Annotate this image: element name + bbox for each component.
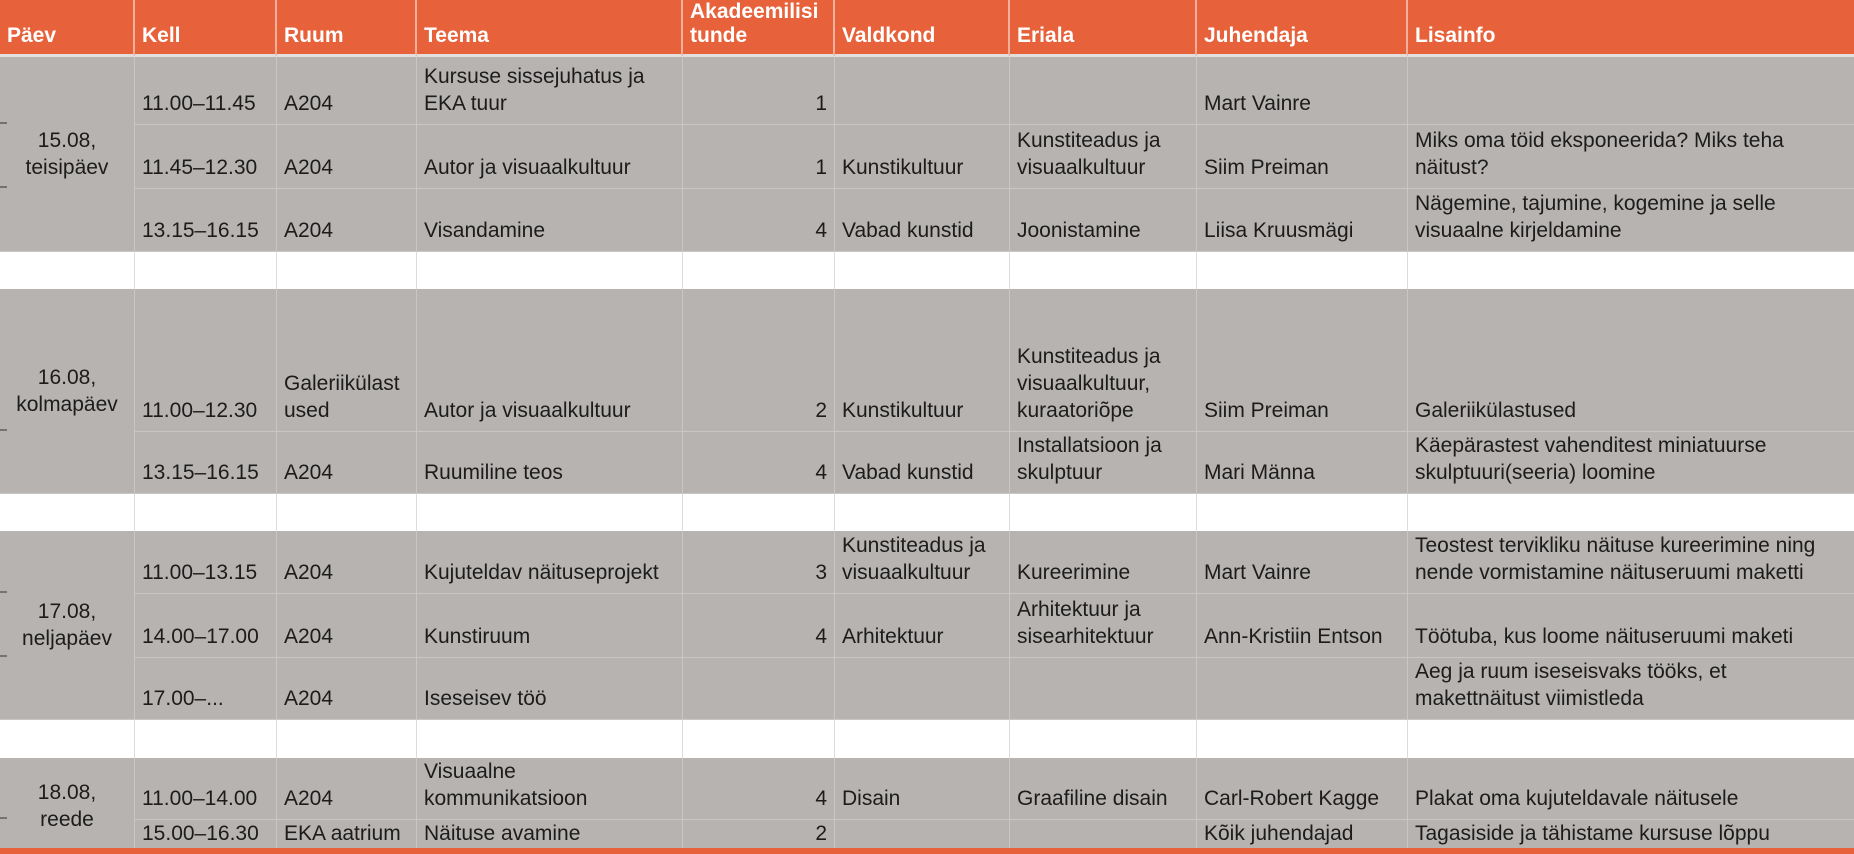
cell-lisainfo[interactable]: Aeg ja ruum iseseisvaks tööks, et makettnäitust viimistleda xyxy=(1408,658,1854,720)
cell-kell[interactable]: 17.00–... xyxy=(135,658,277,720)
day-weekday: kolmapäev xyxy=(16,393,118,416)
cell-kell[interactable]: 11.00–14.00 xyxy=(135,758,277,820)
cell-ruum[interactable]: A204 xyxy=(277,432,417,494)
cell-tunde[interactable]: 1 xyxy=(683,125,835,189)
spacer-cell[interactable] xyxy=(683,252,835,289)
header-cell-paev[interactable]: Päev xyxy=(0,0,135,57)
cell-teema[interactable]: Kursuse sissejuhatus ja EKA tuur xyxy=(417,57,683,125)
spacer-cell[interactable] xyxy=(835,252,1010,289)
spacer-cell[interactable] xyxy=(417,252,683,289)
spacer-cell[interactable] xyxy=(1010,494,1197,531)
cell-tunde[interactable]: 2 xyxy=(683,289,835,432)
schedule-row xyxy=(0,531,1854,594)
spacer-row xyxy=(0,720,1854,758)
cell-ruum[interactable]: A204 xyxy=(277,594,417,658)
cell-lisainfo[interactable] xyxy=(1408,57,1854,125)
spacer-cell[interactable] xyxy=(1010,252,1197,289)
cell-kell[interactable]: 11.45–12.30 xyxy=(135,125,277,189)
header-cell-tunde[interactable]: Akadeemilisi tunde xyxy=(683,0,835,57)
cell-juhendaja[interactable]: Carl-Robert Kagge xyxy=(1197,758,1408,820)
cell-ruum[interactable]: A204 xyxy=(277,531,417,594)
schedule-row xyxy=(0,594,1854,658)
cell-valdkond[interactable]: Vabad kunstid xyxy=(835,432,1010,494)
day-weekday: teisipäev xyxy=(25,156,109,179)
day-date: 16.08, xyxy=(37,366,97,389)
cell-ruum[interactable]: A204 xyxy=(277,125,417,189)
cell-valdkond[interactable] xyxy=(835,658,1010,720)
cell-eriala[interactable]: Kunstiteadus ja visuaalkultuur xyxy=(1010,125,1197,189)
cell-tunde[interactable]: 1 xyxy=(683,57,835,125)
spacer-row xyxy=(0,252,1854,289)
cell-lisainfo[interactable]: Nägemine, tajumine, kogemine ja selle visuaalne kirjeldamine xyxy=(1408,189,1854,252)
spacer-cell[interactable] xyxy=(835,494,1010,531)
spacer-cell[interactable] xyxy=(1010,720,1197,758)
cell-valdkond[interactable]: Kunstikultuur xyxy=(835,125,1010,189)
cell-juhendaja[interactable] xyxy=(1197,658,1408,720)
schedule-row xyxy=(0,289,1854,432)
schedule-row xyxy=(0,758,1854,820)
cell-juhendaja[interactable]: Mart Vainre xyxy=(1197,57,1408,125)
cell-teema[interactable]: Visandamine xyxy=(417,189,683,252)
merged-cell-gridline-stub xyxy=(0,122,7,124)
spacer-cell[interactable] xyxy=(683,720,835,758)
spacer-cell[interactable] xyxy=(135,252,277,289)
schedule-row xyxy=(0,658,1854,720)
spacer-cell[interactable] xyxy=(417,720,683,758)
cell-juhendaja[interactable]: Siim Preiman xyxy=(1197,289,1408,432)
cell-eriala[interactable]: Kunstiteadus ja visuaalkultuur, kuraatoriõpe xyxy=(1010,289,1197,432)
cell-valdkond[interactable]: Kunstiteadus ja visuaalkultuur xyxy=(835,531,1010,594)
schedule-body xyxy=(0,57,1854,854)
cell-teema[interactable]: Autor ja visuaalkultuur xyxy=(417,125,683,189)
day-date: 17.08, xyxy=(37,600,97,623)
cell-eriala[interactable]: Kureerimine xyxy=(1010,531,1197,594)
cell-lisainfo[interactable]: Töötuba, kus loome näituseruumi maketi xyxy=(1408,594,1854,658)
day-cell[interactable] xyxy=(0,758,135,854)
cell-valdkond[interactable] xyxy=(835,57,1010,125)
cell-juhendaja[interactable]: Liisa Kruusmägi xyxy=(1197,189,1408,252)
cell-teema[interactable]: Kujuteldav näituseprojekt xyxy=(417,531,683,594)
cell-valdkond[interactable]: Arhitektuur xyxy=(835,594,1010,658)
cell-lisainfo[interactable]: Miks oma töid eksponeerida? Miks teha näitust? xyxy=(1408,125,1854,189)
spacer-cell[interactable] xyxy=(135,720,277,758)
merged-cell-gridline-stub xyxy=(0,655,7,657)
day-weekday: reede xyxy=(40,808,94,831)
cell-juhendaja[interactable]: Kõik juhendajad xyxy=(1197,820,1408,854)
schedule-row xyxy=(0,432,1854,494)
spacer-cell[interactable] xyxy=(277,494,417,531)
merged-cell-gridline-stub xyxy=(0,429,7,431)
cell-lisainfo[interactable]: Plakat oma kujuteldavale näitusele xyxy=(1408,758,1854,820)
spacer-cell[interactable] xyxy=(0,494,135,531)
cell-kell[interactable]: 13.15–16.15 xyxy=(135,432,277,494)
next-section-header-strip xyxy=(0,848,1854,854)
header-cell-ruum[interactable]: Ruum xyxy=(277,0,417,57)
cell-teema[interactable]: Visuaalne kommunikatsioon xyxy=(417,758,683,820)
cell-kell[interactable]: 11.00–11.45 xyxy=(135,57,277,125)
spacer-cell[interactable] xyxy=(1197,252,1408,289)
schedule-row xyxy=(0,57,1854,125)
spacer-cell[interactable] xyxy=(1408,494,1854,531)
header-cell-teema[interactable]: Teema xyxy=(417,0,683,57)
header-cell-lisainfo[interactable]: Lisainfo xyxy=(1408,0,1854,57)
spacer-cell[interactable] xyxy=(277,252,417,289)
cell-tunde[interactable]: 3 xyxy=(683,531,835,594)
cell-lisainfo[interactable]: Käepärastest vahenditest miniatuurse skulptuuri(seeria) loomine xyxy=(1408,432,1854,494)
cell-tunde[interactable]: 2 xyxy=(683,820,835,854)
cell-kell[interactable]: 13.15–16.15 xyxy=(135,189,277,252)
spacer-cell[interactable] xyxy=(0,252,135,289)
cell-kell[interactable]: 14.00–17.00 xyxy=(135,594,277,658)
cell-tunde[interactable]: 4 xyxy=(683,432,835,494)
cell-tunde[interactable]: 4 xyxy=(683,594,835,658)
cell-teema[interactable]: Kunstiruum xyxy=(417,594,683,658)
cell-eriala[interactable] xyxy=(1010,57,1197,125)
schedule-row xyxy=(0,189,1854,252)
cell-juhendaja[interactable]: Mart Vainre xyxy=(1197,531,1408,594)
cell-kell[interactable]: 15.00–16.30 xyxy=(135,820,277,854)
spacer-cell[interactable] xyxy=(417,494,683,531)
spacer-cell[interactable] xyxy=(135,494,277,531)
cell-eriala[interactable]: Installatsioon ja skulptuur xyxy=(1010,432,1197,494)
cell-ruum[interactable]: A204 xyxy=(277,189,417,252)
cell-eriala[interactable]: Joonistamine xyxy=(1010,189,1197,252)
day-weekday: neljapäev xyxy=(22,627,112,650)
day-cell[interactable] xyxy=(0,57,135,252)
cell-teema[interactable]: Autor ja visuaalkultuur xyxy=(417,289,683,432)
day-cell[interactable] xyxy=(0,289,135,494)
cell-lisainfo[interactable]: Galeriikülastused xyxy=(1408,289,1854,432)
header-cell-kell[interactable]: Kell xyxy=(135,0,277,57)
header-cell-juhendaja[interactable]: Juhendaja xyxy=(1197,0,1408,57)
cell-juhendaja[interactable]: Ann-Kristiin Entson xyxy=(1197,594,1408,658)
cell-kell[interactable]: 11.00–12.30 xyxy=(135,289,277,432)
cell-tunde[interactable]: 4 xyxy=(683,758,835,820)
cell-lisainfo[interactable]: Tagasiside ja tähistame kursuse lõppu xyxy=(1408,820,1854,854)
cell-eriala[interactable]: Arhitektuur ja sisearhitektuur xyxy=(1010,594,1197,658)
merged-cell-gridline-stub xyxy=(0,591,7,593)
day-date: 15.08, xyxy=(37,129,97,152)
day-cell[interactable] xyxy=(0,531,135,720)
cell-eriala[interactable]: Graafiline disain xyxy=(1010,758,1197,820)
cell-tunde[interactable] xyxy=(683,658,835,720)
spacer-cell[interactable] xyxy=(277,720,417,758)
spacer-cell[interactable] xyxy=(835,720,1010,758)
merged-cell-gridline-stub xyxy=(0,817,7,819)
cell-ruum[interactable]: A204 xyxy=(277,758,417,820)
spacer-cell[interactable] xyxy=(1408,720,1854,758)
cell-lisainfo[interactable]: Teostest tervikliku näituse kureerimine ning nende vormistamine näituseruumi maketti xyxy=(1408,531,1854,594)
spacer-cell[interactable] xyxy=(1408,252,1854,289)
cell-ruum[interactable]: A204 xyxy=(277,658,417,720)
spacer-cell[interactable] xyxy=(683,494,835,531)
cell-juhendaja[interactable]: Mari Männa xyxy=(1197,432,1408,494)
header-cell-eriala[interactable]: Eriala xyxy=(1010,0,1197,57)
merged-cell-gridline-stub xyxy=(0,186,7,188)
cell-valdkond[interactable]: Disain xyxy=(835,758,1010,820)
spacer-cell[interactable] xyxy=(1197,494,1408,531)
cell-kell[interactable]: 11.00–13.15 xyxy=(135,531,277,594)
spacer-cell[interactable] xyxy=(0,720,135,758)
header-cell-valdkond[interactable]: Valdkond xyxy=(835,0,1010,57)
spacer-cell[interactable] xyxy=(1197,720,1408,758)
cell-ruum[interactable]: Galeriikülastused xyxy=(277,289,417,432)
header-row xyxy=(0,0,1854,57)
cell-juhendaja[interactable]: Siim Preiman xyxy=(1197,125,1408,189)
cell-valdkond[interactable]: Kunstikultuur xyxy=(835,289,1010,432)
cell-teema[interactable]: Näituse avamine xyxy=(417,820,683,854)
cell-ruum[interactable]: A204 xyxy=(277,57,417,125)
schedule-row xyxy=(0,125,1854,189)
cell-valdkond[interactable]: Vabad kunstid xyxy=(835,189,1010,252)
cell-tunde[interactable]: 4 xyxy=(683,189,835,252)
cell-eriala[interactable] xyxy=(1010,658,1197,720)
spacer-row xyxy=(0,494,1854,531)
cell-teema[interactable]: Iseseisev töö xyxy=(417,658,683,720)
cell-ruum[interactable]: EKA aatrium xyxy=(277,820,417,854)
day-date: 18.08, xyxy=(37,781,97,804)
cell-teema[interactable]: Ruumiline teos xyxy=(417,432,683,494)
